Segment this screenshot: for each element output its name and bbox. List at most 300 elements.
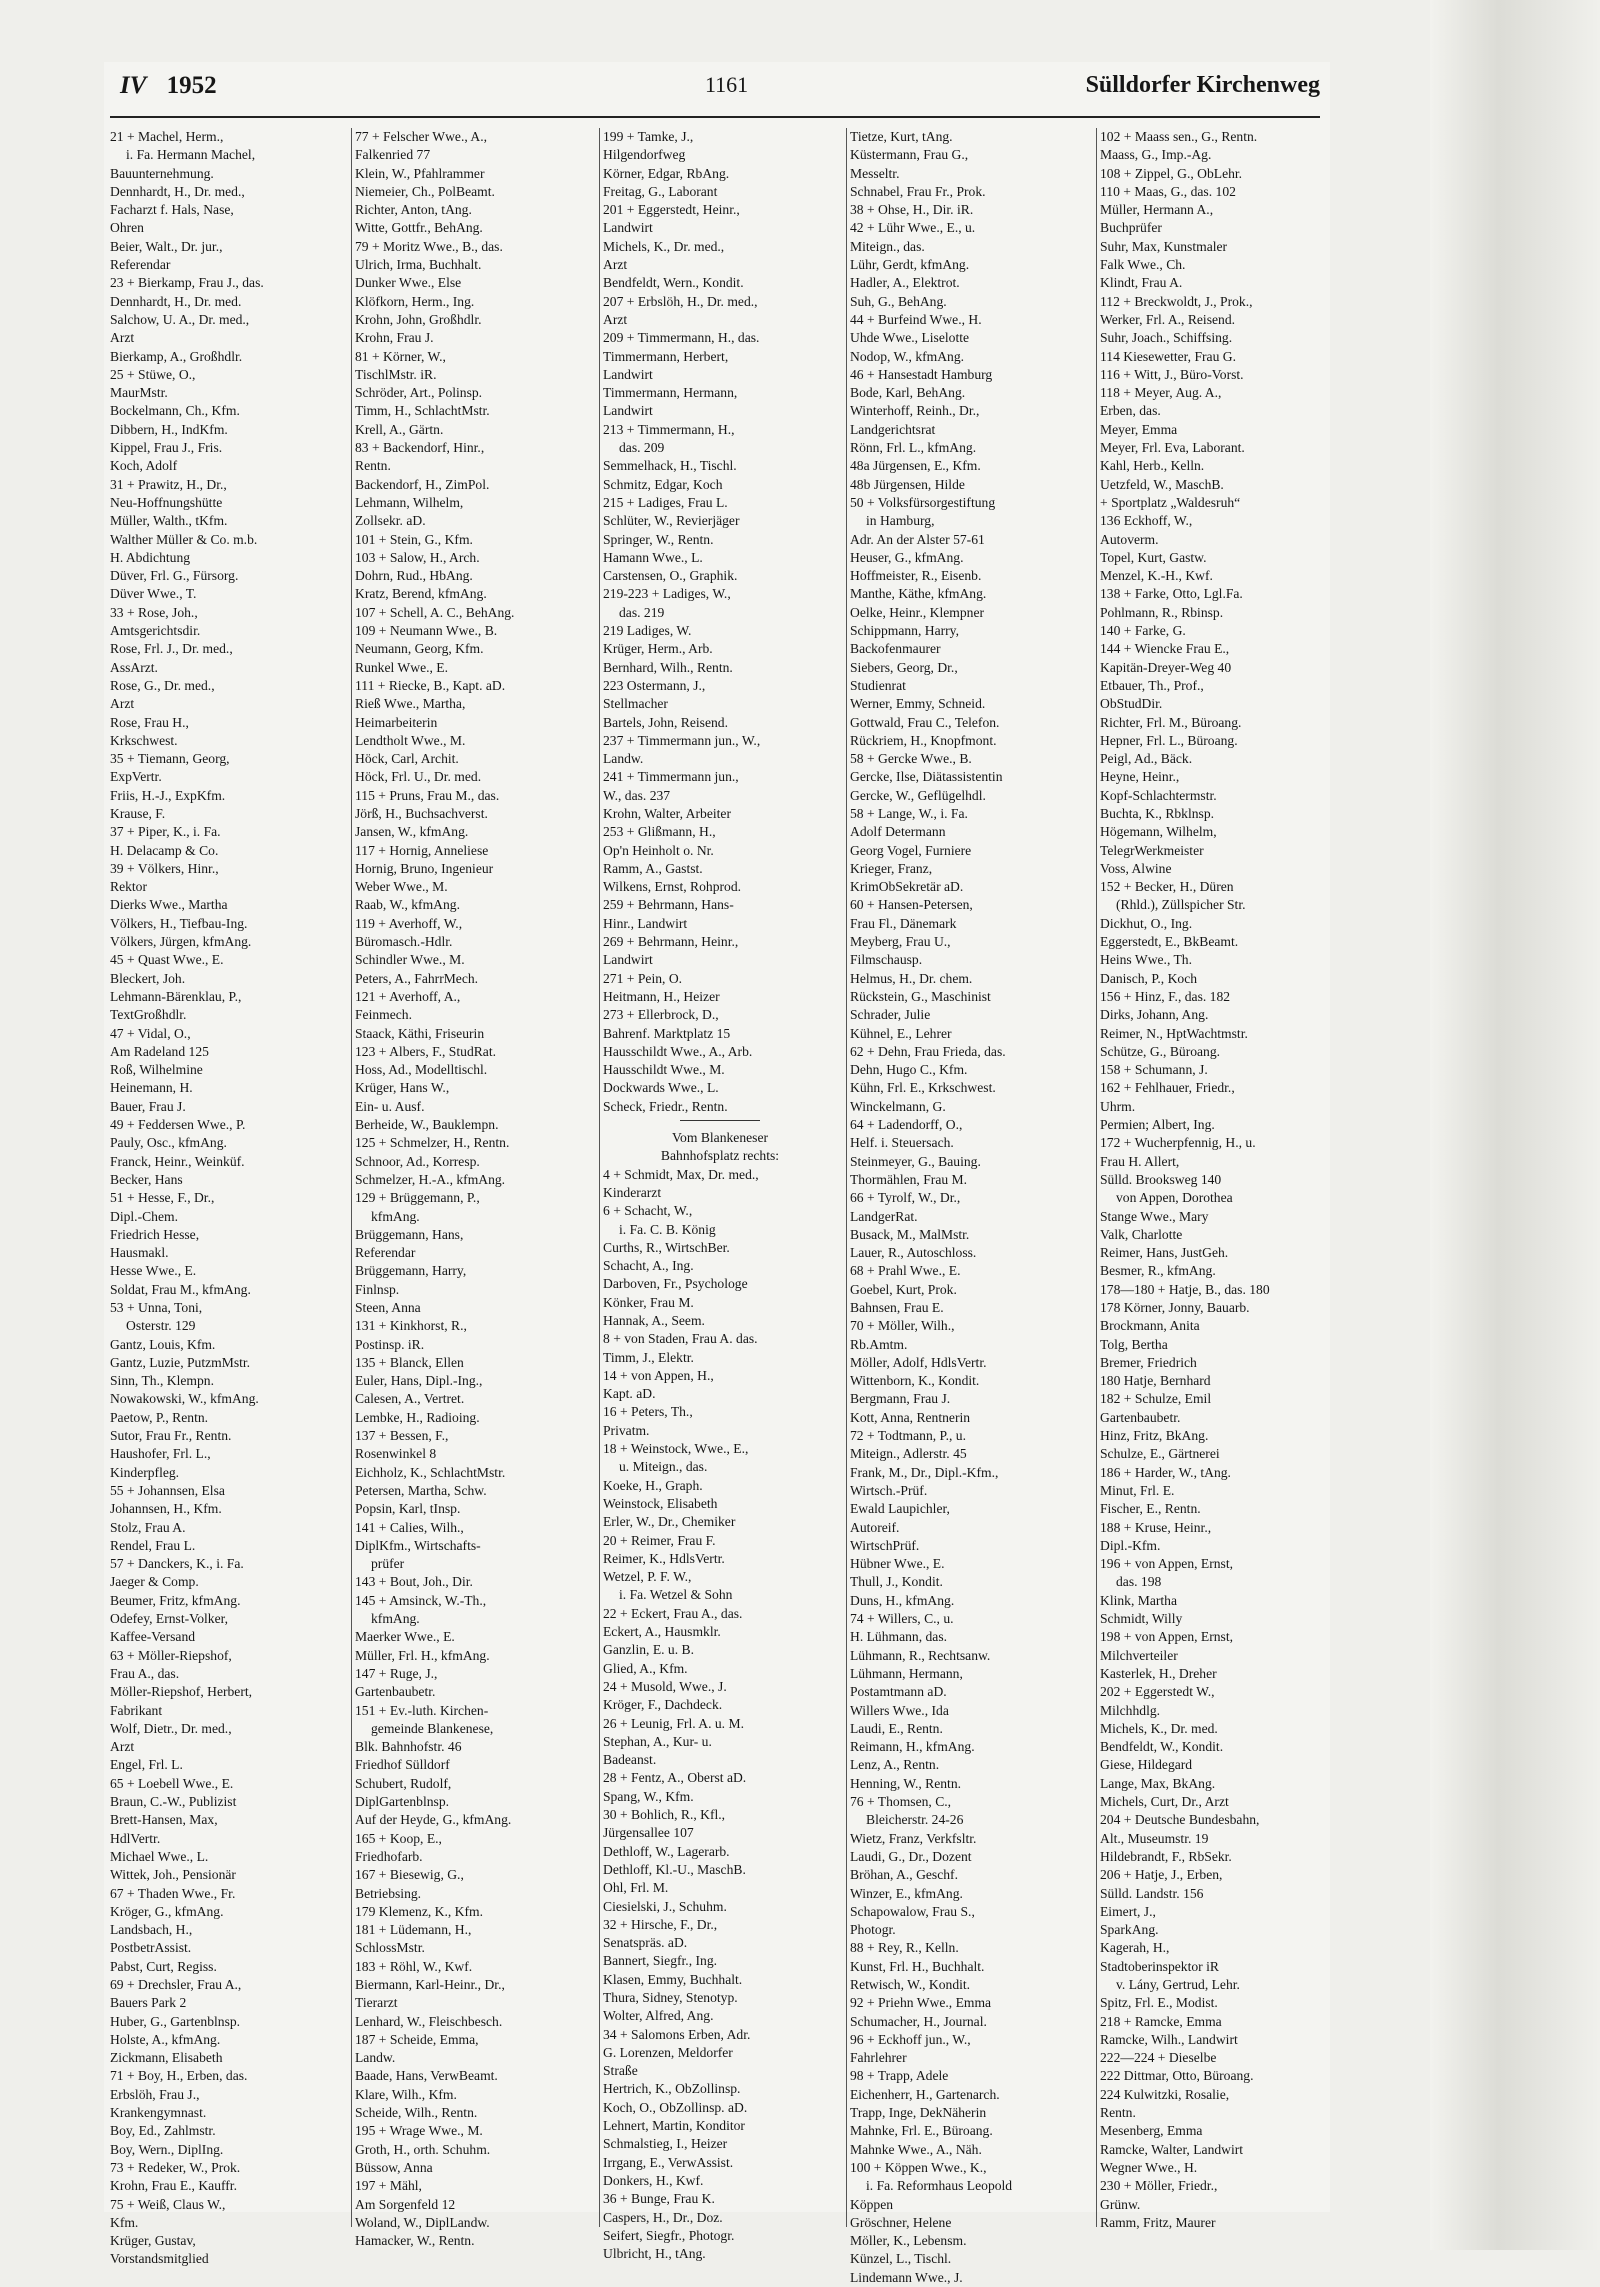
address-entry: 181 + Lüdemann, H., <box>355 1922 472 1938</box>
resident-line: Busack, M., MalMstr. <box>850 1226 970 1242</box>
resident-line: Calesen, A., Vertret. <box>355 1391 465 1407</box>
address-entry: 107 + Schell, A. C., BehAng. <box>355 604 515 620</box>
address-entry: 180 Hatje, Bernhard <box>1100 1373 1211 1389</box>
resident-line: TextGroßhdlr. <box>110 1007 187 1023</box>
resident-line: Wietz, Franz, Verkfsltr. <box>850 1830 977 1846</box>
address-entry: 73 + Redeker, W., Prok. <box>110 2159 241 2175</box>
address-entry: 67 + Thaden Wwe., Fr. <box>110 1885 236 1901</box>
resident-line: Manthe, Käthe, kfmAng. <box>850 586 987 602</box>
resident-line: Stephan, A., Kur- u. <box>603 1733 712 1749</box>
resident-line: Landsbach, H., <box>110 1922 193 1938</box>
resident-line: Steinmeyer, G., Bauing. <box>850 1153 981 1169</box>
resident-line: i. Fa. C. B. König <box>619 1221 716 1237</box>
resident-line: Photogr. <box>850 1922 896 1938</box>
resident-line: Runkel Wwe., E. <box>355 659 448 675</box>
address-entry: 98 + Trapp, Adele <box>850 2068 949 2084</box>
resident-line: Arzt <box>110 1739 135 1755</box>
address-entry: 47 + Vidal, O., <box>110 1025 191 1041</box>
address-entry: 20 + Reimer, Frau F. <box>603 1532 716 1548</box>
address-entry: 63 + Möller-Riepshof, <box>110 1647 232 1663</box>
resident-line: H. Delacamp & Co. <box>110 842 219 858</box>
resident-line: Kagerah, H., <box>1100 1940 1170 1956</box>
resident-line: Hertrich, K., ObZollinsp. <box>603 2081 741 2097</box>
address-entry: 158 + Schumann, J. <box>1100 1062 1208 1078</box>
resident-line: Schmelzer, H.-A., kfmAng. <box>355 1171 506 1187</box>
resident-line: Witte, Gottfr., BehAng. <box>355 220 483 236</box>
address-entry: 273 + Ellerbrock, D., <box>603 1007 719 1023</box>
resident-line: Gantz, Louis, Kfm. <box>110 1336 216 1352</box>
resident-line: LandgerRat. <box>850 1208 918 1224</box>
address-entry: 101 + Stein, G., Kfm. <box>355 531 473 547</box>
resident-line: SparkAng. <box>1100 1922 1159 1938</box>
resident-line: Hoss, Ad., Modelltischl. <box>355 1062 488 1078</box>
resident-line: Ulrich, Irma, Buchhalt. <box>355 257 482 273</box>
resident-line: SchlossMstr. <box>355 1940 425 1956</box>
resident-line: Brett-Hansen, Max, <box>110 1812 218 1828</box>
resident-line: Euler, Hans, Dipl.-Ing., <box>355 1373 483 1389</box>
resident-line: Kfm. <box>110 2214 139 2230</box>
resident-line: Caspers, H., Dr., Doz. <box>603 2209 723 2225</box>
resident-line: Dehn, Hugo C., Kfm. <box>850 1062 968 1078</box>
resident-line: Klöfkorn, Herm., Ing. <box>355 293 475 309</box>
resident-line: Sutor, Frau Fr., Rentn. <box>110 1428 232 1444</box>
resident-line: Winckelmann, G. <box>850 1098 946 1114</box>
resident-line: Frau A., das. <box>110 1665 180 1681</box>
resident-line: Oelke, Heinr., Klempner <box>850 604 985 620</box>
resident-line: Tolg, Bertha <box>1100 1336 1168 1352</box>
address-entry: 206 + Hatje, J., Erben, <box>1100 1867 1223 1883</box>
address-entry: 121 + Averhoff, A., <box>355 988 461 1004</box>
resident-line: i. Fa. Wetzel & Sohn <box>619 1587 733 1603</box>
resident-line: Rönn, Frl. L., kfmAng. <box>850 440 977 456</box>
address-entry: 197 + Mähl, <box>355 2178 422 2194</box>
address-entry: 51 + Hesse, F., Dr., <box>110 1190 215 1206</box>
resident-line: Lühmann, R., Rechtsanw. <box>850 1647 991 1663</box>
address-entry: 172 + Wucherpfennig, H., u. <box>1100 1135 1256 1151</box>
resident-line: Pabst, Curt, Regiss. <box>110 1958 217 1974</box>
resident-line: Bremer, Friedrich <box>1100 1354 1197 1370</box>
address-entry: 26 + Leunig, Frl. A. u. M. <box>603 1715 744 1731</box>
resident-line: Studienrat <box>850 677 906 693</box>
column-2 <box>355 128 589 2249</box>
resident-line: Fischer, E., Rentn. <box>1100 1501 1201 1517</box>
resident-line: Bode, Karl, BehAng. <box>850 385 966 401</box>
resident-line: Staack, Käthi, Friseurin <box>355 1025 485 1041</box>
resident-line: Dipl.-Kfm. <box>1100 1537 1161 1553</box>
resident-line: Landw. <box>603 751 644 767</box>
resident-line: Steen, Anna <box>355 1300 421 1315</box>
address-entry: 112 + Breckwoldt, J., Prok., <box>1100 293 1253 309</box>
address-entry: 25 + Stüwe, O., <box>110 366 196 382</box>
resident-line: Odefey, Ernst-Volker, <box>110 1611 228 1627</box>
resident-line: Dohrn, Rud., HbAng. <box>355 568 473 584</box>
address-entry: 79 + Moritz Wwe., B., das. <box>355 238 503 254</box>
resident-line: Meyer, Emma <box>1100 421 1178 437</box>
resident-line: v. Lány, Gertrud, Lehr. <box>1116 1976 1240 1992</box>
resident-line: Arzt <box>110 696 135 712</box>
address-entry: 237 + Timmermann jun., W., <box>603 732 761 748</box>
resident-line: Milchverteiler <box>1100 1647 1178 1663</box>
resident-line: Wolter, Alfred, Ang. <box>603 2008 714 2024</box>
resident-line: Lenz, A., Rentn. <box>850 1757 940 1773</box>
resident-line: Raab, W., kfmAng. <box>355 897 460 913</box>
resident-line: Bauers Park 2 <box>110 1995 187 2011</box>
resident-line: Hinz, Fritz, BkAng. <box>1100 1428 1209 1444</box>
resident-line: Werker, Frl. A., Reisend. <box>1100 311 1236 327</box>
resident-line: Krankengymnast. <box>110 2105 207 2121</box>
resident-line: Landwirt <box>603 220 653 236</box>
address-entry: 18 + Weinstock, Wwe., E., <box>603 1441 749 1457</box>
resident-line: Retwisch, W., Kondit. <box>850 1976 971 1992</box>
resident-line: Klindt, Frau A. <box>1100 275 1183 291</box>
address-entry: 110 + Maas, G., das. 102 <box>1100 183 1236 199</box>
resident-line: Hilgendorfweg <box>603 147 686 163</box>
resident-line: Friedhofarb. <box>355 1848 423 1864</box>
resident-line: Autoverm. <box>1100 531 1159 547</box>
resident-line: Lenhard, W., Fleischbesch. <box>355 2013 503 2029</box>
address-entry: 119 + Averhoff, W., <box>355 915 463 931</box>
resident-line: Schippmann, Harry, <box>850 623 959 639</box>
resident-line: Minut, Frl. E. <box>1100 1482 1175 1498</box>
resident-line: HdlVertr. <box>110 1830 161 1846</box>
address-entry: 186 + Harder, W., tAng. <box>1100 1464 1231 1480</box>
resident-line: Heimarbeiterin <box>355 714 438 730</box>
resident-line: Helf. i. Steuersach. <box>850 1135 954 1151</box>
address-entry: 58 + Lange, W., i. Fa. <box>850 805 968 821</box>
address-entry: 114 Kiesewetter, Frau G. <box>1100 348 1236 364</box>
resident-line: Groth, H., orth. Schuhm. <box>355 2141 491 2157</box>
resident-line: Werner, Emmy, Schneid. <box>850 696 986 712</box>
resident-line: Nowakowski, W., kfmAng. <box>110 1391 259 1407</box>
resident-line: Köppen <box>850 2196 894 2212</box>
resident-line: Kaffee-Versand <box>110 1629 196 1645</box>
resident-line: Schacht, A., Ing. <box>603 1258 694 1274</box>
resident-line: Thull, J., Kondit. <box>850 1574 943 1590</box>
address-entry: 55 + Johannsen, Elsa <box>110 1482 225 1498</box>
resident-line: Bleckert, Joh. <box>110 970 186 986</box>
resident-line: Kapt. aD. <box>603 1386 656 1402</box>
resident-line: Schmitz, Edgar, Koch <box>603 476 723 492</box>
resident-line: Krohn, Frau J. <box>355 330 434 346</box>
resident-line: Dibbern, H., IndKfm. <box>110 421 228 437</box>
resident-line: Düver, Frl. G., Fürsorg. <box>110 568 239 584</box>
street-title: Sülldorfer Kirchenweg <box>1085 72 1320 98</box>
resident-line: Pauly, Osc., kfmAng. <box>110 1135 227 1151</box>
resident-line: Meyer, Frl. Eva, Laborant. <box>1100 440 1245 456</box>
address-entry: 33 + Rose, Joh., <box>110 604 198 620</box>
resident-line: Thura, Sidney, Stenotyp. <box>603 1989 738 2005</box>
address-entry: 144 + Wiencke Frau E., <box>1100 641 1230 657</box>
address-entry: + Sportplatz „Waldesruh“ <box>1100 494 1241 510</box>
resident-line: Laudi, E., Rentn. <box>850 1720 943 1736</box>
resident-line: Schnabel, Frau Fr., Prok. <box>850 183 986 199</box>
resident-line: Schröder, Art., Polinsp. <box>355 385 483 401</box>
resident-line: Spang, W., Kfm. <box>603 1788 694 1804</box>
address-entry: 116 + Witt, J., Büro-Vorst. <box>1100 366 1244 382</box>
address-entry: 62 + Dehn, Frau Frieda, das. <box>850 1043 1006 1059</box>
resident-line: Krüger, Herm., Arb. <box>603 641 713 657</box>
resident-line: Eckert, A., Hausmklr. <box>603 1624 721 1640</box>
resident-line: Bahrenf. Marktplatz 15 <box>603 1025 731 1041</box>
resident-line: Eichholz, K., SchlachtMstr. <box>355 1464 506 1480</box>
address-entry: 48a Jürgensen, E., Kfm. <box>850 458 981 474</box>
resident-line: Autoreif. <box>850 1519 900 1535</box>
resident-line: Krohn, John, Großhdlr. <box>355 311 482 327</box>
address-entry: 70 + Möller, Wilh., <box>850 1318 955 1334</box>
resident-line: Dockwards Wwe., L. <box>603 1080 719 1096</box>
address-entry: 269 + Behrmann, Heinr., <box>603 934 739 950</box>
resident-line: Spitz, Frl. E., Modist. <box>1100 1995 1218 2011</box>
resident-line: Dunker Wwe., Else <box>355 275 462 291</box>
column-divider <box>1096 128 1097 2227</box>
resident-line: Dennhardt, H., Dr. med., <box>110 183 245 199</box>
address-entry: 24 + Musold, Wwe., J. <box>603 1678 727 1694</box>
resident-line: Falkenried 77 <box>355 147 431 163</box>
resident-line: Stange Wwe., Mary <box>1100 1208 1209 1224</box>
resident-line: Timm, J., Elektr. <box>603 1349 694 1365</box>
resident-line: (Rhld.), Züllspicher Str. <box>1116 897 1246 913</box>
volume-number: IV <box>120 72 147 99</box>
resident-line: Suhr, Max, Kunstmaler <box>1100 238 1228 254</box>
resident-line: Adr. An der Alster 57-61 <box>850 531 985 547</box>
resident-line: Besmer, R., kfmAng. <box>1100 1263 1216 1279</box>
resident-line: Klein, W., Pfahlrammer <box>355 165 485 181</box>
resident-line: Postinsp. iR. <box>355 1336 425 1352</box>
resident-line: Mahnke, Frl. E., Büroang. <box>850 2123 993 2139</box>
resident-line: Rosenwinkel 8 <box>355 1446 437 1462</box>
resident-line: Friis, H.-J., ExpKfm. <box>110 787 226 803</box>
resident-line: Schubert, Rudolf, <box>355 1775 452 1791</box>
resident-line: Adolf Determann <box>850 824 946 840</box>
resident-line: PostbetrAssist. <box>110 1940 192 1956</box>
resident-line: Op'n Heinholt o. Nr. <box>603 842 714 858</box>
resident-line: Winterhoff, Reinh., Dr., <box>850 403 980 419</box>
resident-line: Landgerichtsrat <box>850 421 936 437</box>
resident-line: H. Abdichtung <box>110 549 191 565</box>
resident-line: Filmschausp. <box>850 952 923 968</box>
address-entry: 8 + von Staden, Frau A. das. <box>603 1331 758 1347</box>
address-entry: 199 + Tamke, J., <box>603 129 694 144</box>
address-entry: 69 + Drechsler, Frau A., <box>110 1976 242 1992</box>
section-heading: Bahnhofsplatz rechts: <box>660 1148 780 1164</box>
resident-line: Badeanst. <box>603 1752 657 1768</box>
resident-line: Friedrich Hesse, <box>110 1226 200 1242</box>
resident-line: Landwirt <box>603 403 653 419</box>
resident-line: Winzer, E., kfmAng. <box>850 1885 963 1901</box>
resident-line: Betriebsing. <box>355 1885 422 1901</box>
resident-line: Gartenbaubetr. <box>1100 1409 1181 1425</box>
resident-line: Stadtoberinspektor iR <box>1100 1958 1219 1974</box>
column-3 <box>603 128 837 2262</box>
resident-line: Kahl, Herb., Kelln. <box>1100 458 1205 474</box>
resident-line: Gercke, W., Geflügelhdl. <box>850 787 986 803</box>
resident-line: Beumer, Fritz, kfmAng. <box>110 1592 241 1608</box>
address-entry: 152 + Becker, H., Düren <box>1100 879 1234 895</box>
resident-line: Lange, Max, BkAng. <box>1100 1775 1216 1791</box>
address-entry: 271 + Pein, O. <box>603 970 683 986</box>
address-entry: 253 + Glißmann, H., <box>603 824 716 840</box>
resident-line: Blk. Bahnhofstr. 46 <box>355 1739 462 1755</box>
resident-line: Thormählen, Frau M. <box>850 1171 968 1187</box>
resident-line: Bendfeldt, Wern., Kondit. <box>603 275 744 291</box>
resident-line: Bahnsen, Frau E. <box>850 1300 944 1315</box>
resident-line: Dethloff, W., Lagerarb. <box>603 1843 730 1859</box>
resident-line: G. Lorenzen, Meldorfer <box>603 2044 733 2060</box>
resident-line: Landw. <box>355 2050 396 2066</box>
resident-line: Neumann, Georg, Kfm. <box>355 641 484 657</box>
resident-line: Bartels, John, Reisend. <box>603 714 728 730</box>
address-entry: 230 + Möller, Friedr., <box>1100 2178 1218 2194</box>
address-entry: 37 + Piper, K., i. Fa. <box>110 824 221 840</box>
resident-line: Grünw. <box>1100 2196 1141 2212</box>
resident-line: Eimert, J., <box>1100 1903 1156 1919</box>
resident-line: Krüger, Hans W., <box>355 1080 450 1096</box>
resident-line: AssArzt. <box>110 659 158 675</box>
resident-line: Völkers, H., Tiefbau-Ing. <box>110 915 248 931</box>
resident-line: H. Lühmann, das. <box>850 1629 948 1645</box>
resident-line: Möller, K., Lebensm. <box>850 2233 967 2249</box>
address-entry: 103 + Salow, H., Arch. <box>355 549 480 565</box>
address-entry: 135 + Blanck, Ellen <box>355 1354 464 1370</box>
resident-line: Ramm, A., Gastst. <box>603 860 703 876</box>
resident-line: Laudi, G., Dr., Dozent <box>850 1848 972 1864</box>
resident-line: Soldat, Frau M., kfmAng. <box>110 1281 251 1297</box>
resident-line: Schapowalow, Frau S., <box>850 1903 975 1919</box>
resident-line: Maerker Wwe., E. <box>355 1629 455 1645</box>
address-entry: 35 + Tiemann, Georg, <box>110 751 230 767</box>
resident-line: Wolf, Dietr., Dr. med., <box>110 1720 232 1736</box>
address-entry: 92 + Priehn Wwe., Emma <box>850 1995 992 2011</box>
address-entry: 28 + Fentz, A., Oberst aD. <box>603 1770 747 1786</box>
address-entry: 196 + von Appen, Ernst, <box>1100 1556 1234 1572</box>
address-entry: 74 + Willers, C., u. <box>850 1611 954 1627</box>
address-entry: 32 + Hirsche, F., Dr., <box>603 1916 718 1932</box>
resident-line: Finlnsp. <box>355 1281 400 1297</box>
column-divider <box>351 128 352 2227</box>
address-entry: 219-223 + Ladiges, W., <box>603 586 731 602</box>
resident-line: das. 198 <box>1116 1574 1162 1590</box>
resident-line: Fabrikant <box>110 1702 163 1718</box>
resident-line: Auf der Heyde, G., kfmAng. <box>355 1812 512 1828</box>
address-entry: 207 + Erbslöh, H., Dr. med., <box>603 293 758 309</box>
resident-line: Schulze, E., Gärtnerei <box>1100 1446 1220 1462</box>
address-entry: 42 + Lühr Wwe., E., u. <box>850 220 976 236</box>
resident-line: Klasen, Emmy, Buchhalt. <box>603 1971 743 1987</box>
resident-line: Rentn. <box>1100 2105 1136 2121</box>
address-entry: 109 + Neumann Wwe., B. <box>355 623 498 639</box>
resident-line: Schindler Wwe., M. <box>355 952 465 968</box>
resident-line: Wegner Wwe., H. <box>1100 2159 1198 2175</box>
resident-line: Völkers, Jürgen, kfmAng. <box>110 934 252 950</box>
resident-line: Hornig, Bruno, Ingenieur <box>355 860 494 876</box>
resident-line: Schlüter, W., Revierjäger <box>603 513 740 529</box>
address-entry: 108 + Zippel, G., ObLehr. <box>1100 165 1243 181</box>
resident-line: Reimer, Hans, JustGeh. <box>1100 1245 1229 1261</box>
address-entry: 162 + Fehlhauer, Friedr., <box>1100 1080 1235 1096</box>
resident-line: Höck, Frl. U., Dr. med. <box>355 769 482 785</box>
resident-line: Helmus, H., Dr. chem. <box>850 970 973 986</box>
address-entry: 76 + Thomsen, C., <box>850 1794 952 1810</box>
resident-line: Weinstock, Elisabeth <box>603 1495 718 1511</box>
resident-line: TischlMstr. iR. <box>355 366 437 382</box>
resident-line: Scheide, Wilh., Rentn. <box>355 2105 478 2121</box>
section-heading: Vom Blankeneser <box>671 1130 769 1146</box>
resident-line: DiplKfm., Wirtschafts- <box>355 1537 481 1553</box>
resident-line: das. 219 <box>619 604 665 620</box>
resident-line: Heinemann, H. <box>110 1080 193 1096</box>
resident-line: Darboven, Fr., Psychologe <box>603 1276 748 1292</box>
address-entry: 30 + Bohlich, R., Kfl., <box>603 1807 726 1823</box>
resident-line: Ewald Laupichler, <box>850 1501 950 1517</box>
resident-line: Boy, Wern., DiplIng. <box>110 2141 224 2157</box>
address-entry: 167 + Biesewig, G., <box>355 1867 464 1883</box>
resident-line: Ciesielski, J., Schuhm. <box>603 1898 727 1914</box>
resident-line: Hausschildt Wwe., A., Arb. <box>603 1043 753 1059</box>
resident-line: Heitmann, H., Heizer <box>603 988 720 1004</box>
resident-line: Ulbricht, H., tAng. <box>603 2246 706 2262</box>
resident-line: Richter, Anton, tAng. <box>355 202 472 218</box>
address-entry: 50 + Volksfürsorgestiftung <box>850 494 996 510</box>
resident-line: Braun, C.-W., Publizist <box>110 1794 237 1810</box>
resident-line: Ramcke, Walter, Landwirt <box>1100 2141 1244 2157</box>
resident-line: Senatspräs. aD. <box>603 1935 688 1951</box>
resident-line: Gröschner, Helene <box>850 2214 952 2230</box>
address-entry: 83 + Backendorf, Hinr., <box>355 440 485 456</box>
resident-line: Timmermann, Hermann, <box>603 385 738 401</box>
resident-line: Heins Wwe., Th. <box>1100 952 1192 968</box>
resident-line: Schütze, G., Büroang. <box>1100 1043 1221 1059</box>
resident-line: Meyberg, Frau U., <box>850 934 951 950</box>
address-entry: 44 + Burfeind Wwe., H. <box>850 311 982 327</box>
resident-line: Schnoor, Ad., Korresp. <box>355 1153 480 1169</box>
resident-line: Kühn, Frl. E., Krkschwest. <box>850 1080 996 1096</box>
resident-line: Uhde Wwe., Liselotte <box>850 330 970 346</box>
resident-line: Lühmann, Hermann, <box>850 1665 963 1681</box>
resident-line: Bleicherstr. 24-26 <box>866 1812 964 1828</box>
resident-line: Rendel, Frau L. <box>110 1537 196 1553</box>
resident-line: Referendar <box>110 257 171 273</box>
address-entry: 34 + Salomons Erben, Adr. <box>603 2026 751 2042</box>
resident-line: Erler, W., Dr., Chemiker <box>603 1514 736 1530</box>
address-entry: 57 + Danckers, K., i. Fa. <box>110 1556 244 1572</box>
resident-line: Fahrlehrer <box>850 2050 907 2066</box>
resident-line: Krohn, Frau E., Kauffr. <box>110 2178 237 2194</box>
address-entry: 136 Eckhoff, W., <box>1100 513 1193 529</box>
resident-line: Rose, G., Dr. med., <box>110 677 215 693</box>
column-divider <box>599 128 600 2227</box>
resident-line: Petersen, Martha, Schw. <box>355 1482 487 1498</box>
resident-line: Wilkens, Ernst, Rohprod. <box>603 879 742 895</box>
resident-line: Erben, das. <box>1100 403 1161 419</box>
resident-line: Ohl, Frl. M. <box>603 1880 669 1896</box>
resident-line: Henning, W., Rentn. <box>850 1775 962 1791</box>
resident-line: Becker, Hans <box>110 1171 183 1187</box>
address-entry: 183 + Röhl, W., Kwf. <box>355 1958 473 1974</box>
column-divider <box>846 128 847 2227</box>
address-entry: 140 + Farke, G. <box>1100 623 1186 639</box>
address-entry: 22 + Eckert, Frau A., das. <box>603 1605 743 1621</box>
resident-line: Ganzlin, E. u. B. <box>603 1642 694 1658</box>
resident-line: Möller, Adolf, HdlsVertr. <box>850 1354 987 1370</box>
resident-line: Erbslöh, Frau J., <box>110 2086 200 2102</box>
address-entry: 115 + Pruns, Frau M., das. <box>355 787 500 803</box>
resident-line: Kinderpfleg. <box>110 1464 180 1480</box>
resident-line: Michels, K., Dr. med. <box>1100 1720 1218 1736</box>
resident-line: Dethloff, Kl.-U., MaschB. <box>603 1861 746 1877</box>
resident-line: Danisch, P., Koch <box>1100 970 1198 986</box>
address-entry: 147 + Ruge, J., <box>355 1665 438 1681</box>
address-entry: 75 + Weiß, Claus W., <box>110 2196 226 2212</box>
